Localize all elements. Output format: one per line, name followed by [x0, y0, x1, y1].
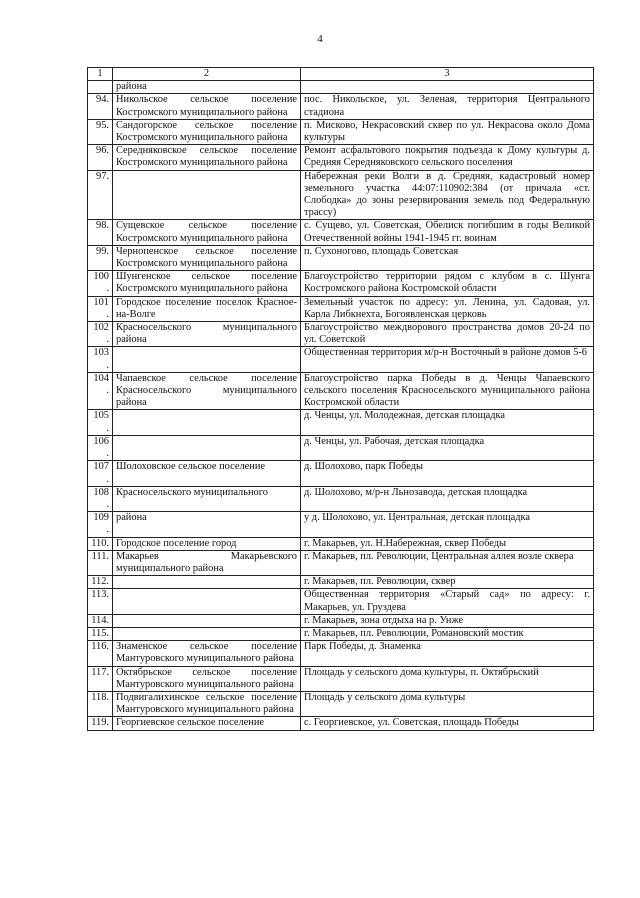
- row-number-cell: 96.: [88, 145, 113, 170]
- municipality-cell: [113, 347, 301, 372]
- row-number-cell: 114.: [88, 614, 113, 627]
- table-row: [88, 614, 594, 627]
- municipality-cell: [113, 170, 301, 220]
- table-row: [88, 691, 594, 716]
- location-cell: Общественная территория «Старый сад» по адресу: г. Макарьев, ул. Груздева: [301, 589, 594, 614]
- row-number-cell: 107.: [88, 461, 113, 486]
- municipality-cell: Городское поселение поселок Красное-на-Волге: [113, 296, 301, 321]
- row-number-cell: 105.: [88, 410, 113, 435]
- municipality-cell: Чапаевское сельское поселение Красносельского муниципального района: [113, 372, 301, 410]
- row-number-cell: [88, 81, 113, 94]
- row-number-cell: 119.: [88, 717, 113, 730]
- row-number-cell: 113.: [88, 589, 113, 614]
- municipality-cell: Чернопенское сельское поселение Костромского муниципального района: [113, 245, 301, 270]
- location-cell: Благоустройство парка Победы в д. Ченцы Чапаевского сельского поселения Красносельского муниципального района Костромской области: [301, 372, 594, 410]
- municipality-cell: Сущевское сельское поселение Костромского муниципального района: [113, 220, 301, 245]
- municipality-cell: [113, 589, 301, 614]
- municipality-cell: Шунгенское сельское поселение Костромского муниципального района: [113, 271, 301, 296]
- table-header-row: [88, 68, 594, 81]
- municipality-cell: Красносельского муниципального района: [113, 322, 301, 347]
- municipality-cell: Красносельского муниципального: [113, 486, 301, 511]
- location-cell: д. Ченцы, ул. Молодежная, детская площадка: [301, 410, 594, 435]
- location-cell: г. Макарьев, зона отдыха на р. Унже: [301, 614, 594, 627]
- row-number-cell: 106.: [88, 435, 113, 460]
- table-row: [88, 347, 594, 372]
- municipality-cell: Макарьев Макарьевского муниципального района: [113, 550, 301, 575]
- row-number-cell: 97.: [88, 170, 113, 220]
- table-row: [88, 410, 594, 435]
- page-number: 4: [317, 33, 323, 45]
- table-row: [88, 589, 594, 614]
- row-number-cell: 101.: [88, 296, 113, 321]
- table-row: [88, 220, 594, 245]
- row-number-cell: 95.: [88, 119, 113, 144]
- location-cell: Площадь у сельского дома культуры, п. Октябрьский: [301, 666, 594, 691]
- location-cell: Набережная реки Волги в д. Средняя, кадастровый номер земельного участка 44:07:110902:384 (от причала «ст. Слободка» до зоны резервирования земель под Федеральную трассу): [301, 170, 594, 220]
- row-number-cell: 102.: [88, 322, 113, 347]
- municipality-cell: [113, 614, 301, 627]
- location-cell: г. Макарьев, пл. Революции, сквер: [301, 576, 594, 589]
- row-number-cell: 110.: [88, 537, 113, 550]
- location-cell: д. Шолохово, парк Победы: [301, 461, 594, 486]
- table-row: [88, 296, 594, 321]
- row-number-cell: 111.: [88, 550, 113, 575]
- table-row: [88, 435, 594, 460]
- municipality-cell: Октябрьское сельское поселение Мантуровского муниципального района: [113, 666, 301, 691]
- municipality-cell: Середняковское сельское поселение Костромского муниципального района: [113, 145, 301, 170]
- location-cell: Земельный участок по адресу: ул. Ленина, ул. Садовая, ул. Карла Либкнехта, Богоявленская церковь: [301, 296, 594, 321]
- municipality-cell: Георгиевское сельское поселение: [113, 717, 301, 730]
- location-cell: г. Макарьев, ул. Н.Набережная, сквер Победы: [301, 537, 594, 550]
- row-number-cell: 94.: [88, 94, 113, 119]
- row-number-cell: 100.: [88, 271, 113, 296]
- header-cell-3: 3: [301, 68, 594, 81]
- location-cell: с. Сущево, ул. Советская, Обелиск погибшим в годы Великой Отечественной войны 1941-1945 гг. воинам: [301, 220, 594, 245]
- row-number-cell: 108.: [88, 486, 113, 511]
- table-row: [88, 486, 594, 511]
- municipality-cell: [113, 576, 301, 589]
- location-cell: Благоустройство территории рядом с клубом в с. Шунга Костромского района Костромской области: [301, 271, 594, 296]
- municipality-cell: Подвигалихинское сельское поселение Мантуровского муниципального района: [113, 691, 301, 716]
- municipality-cell: Шолоховское сельское поселение: [113, 461, 301, 486]
- table-row: [88, 576, 594, 589]
- table-row: [88, 245, 594, 270]
- table-row: [88, 81, 594, 94]
- location-cell: п. Мисково, Некрасовский сквер по ул. Некрасова около Дома культуры: [301, 119, 594, 144]
- location-cell: г. Макарьев, пл. Революции, Романовский мостик: [301, 627, 594, 640]
- municipality-cell: района: [113, 81, 301, 94]
- row-number-cell: 99.: [88, 245, 113, 270]
- location-cell: у д. Шолохово, ул. Центральная, детская площадка: [301, 512, 594, 537]
- header-cell-1: 1: [88, 68, 113, 81]
- municipality-cell: [113, 410, 301, 435]
- row-number-cell: 104.: [88, 372, 113, 410]
- table-row: [88, 94, 594, 119]
- row-number-cell: 116.: [88, 641, 113, 666]
- municipality-cell: [113, 627, 301, 640]
- table-row: [88, 322, 594, 347]
- row-number-cell: 103.: [88, 347, 113, 372]
- table-row: [88, 119, 594, 144]
- header-cell-2: 2: [113, 68, 301, 81]
- row-number-cell: 109.: [88, 512, 113, 537]
- municipality-cell: [113, 435, 301, 460]
- table-row: [88, 550, 594, 575]
- row-number-cell: 112.: [88, 576, 113, 589]
- table-row: [88, 461, 594, 486]
- row-number-cell: 118.: [88, 691, 113, 716]
- table-row: [88, 271, 594, 296]
- location-cell: Благоустройство междворового пространства домов 20-24 по ул. Советской: [301, 322, 594, 347]
- municipality-cell: Сандогорское сельское поселение Костромского муниципального района: [113, 119, 301, 144]
- municipality-cell: Знаменское сельское поселение Мантуровского муниципального района: [113, 641, 301, 666]
- table-row: [88, 717, 594, 730]
- location-cell: Общественная территория м/р-н Восточный в районе домов 5-6: [301, 347, 594, 372]
- row-number-cell: 115.: [88, 627, 113, 640]
- location-cell: пос. Никольское, ул. Зеленая, территория Центрального стадиона: [301, 94, 594, 119]
- location-cell: [301, 81, 594, 94]
- table-row: [88, 512, 594, 537]
- location-cell: д. Шолохово, м/р-н Льнозавода, детская площадка: [301, 486, 594, 511]
- table-row: [88, 170, 594, 220]
- location-cell: Ремонт асфальтового покрытия подъезда к Дому культуры д. Средняя Середняковского сельского поселения: [301, 145, 594, 170]
- row-number-cell: 98.: [88, 220, 113, 245]
- table-row: [88, 666, 594, 691]
- location-cell: Парк Победы, д. Знаменка: [301, 641, 594, 666]
- municipality-cell: Городское поселение город: [113, 537, 301, 550]
- location-cell: д. Ченцы, ул. Рабочая, детская площадка: [301, 435, 594, 460]
- location-cell: Площадь у сельского дома культуры: [301, 691, 594, 716]
- location-cell: с. Георгиевское, ул. Советская, площадь Победы: [301, 717, 594, 730]
- location-cell: п. Сухоногово, площадь Советская: [301, 245, 594, 270]
- row-number-cell: 117.: [88, 666, 113, 691]
- document-table: [87, 67, 594, 731]
- table-row: [88, 145, 594, 170]
- table-row: [88, 537, 594, 550]
- table-row: [88, 372, 594, 410]
- municipality-cell: Никольское сельское поселение Костромского муниципального района: [113, 94, 301, 119]
- location-cell: г. Макарьев, пл. Революции, Центральная аллея возле сквера: [301, 550, 594, 575]
- table-row: [88, 627, 594, 640]
- municipality-cell: района: [113, 512, 301, 537]
- table-row: [88, 641, 594, 666]
